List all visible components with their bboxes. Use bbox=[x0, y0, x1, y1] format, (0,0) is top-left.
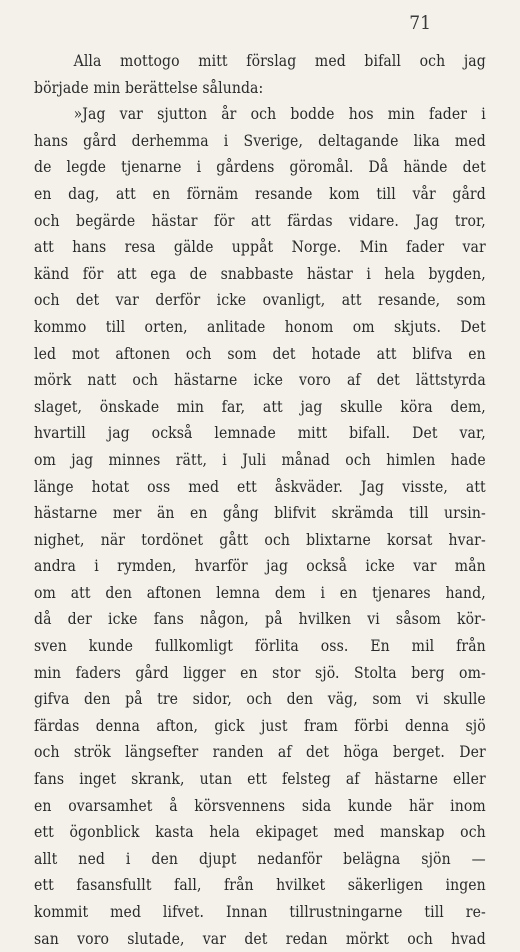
text-line: hvartill jag också lemnade mitt bifall. Det var, bbox=[34, 424, 486, 443]
text-line: mörk natt och hästarne icke voro af det lättstyrda bbox=[34, 371, 486, 390]
text-line: och begärde hästar för att färdas vidare. Jag tror, bbox=[34, 211, 486, 230]
text-line: om jag minnes rätt, i Juli månad och himlen hade bbox=[34, 450, 486, 469]
text-line: började min berättelse sålunda: bbox=[34, 78, 264, 97]
text-line: hästarne mer än en gång blifvit skrämda till ursin- bbox=[34, 504, 486, 523]
text-line: färdas denna afton, gick just fram förbi denna sjö bbox=[34, 716, 486, 735]
text-line: gifva den på tre sidor, och den väg, som vi skulle bbox=[34, 690, 486, 709]
text-line: san voro slutade, var det redan mörkt och hvad bbox=[34, 929, 486, 948]
body-text bbox=[34, 48, 486, 952]
text-line: ett ögonblick kasta hela ekipaget med manskap och bbox=[34, 823, 486, 842]
text-line: hans gård derhemma i Sverige, deltagande lika med bbox=[34, 131, 486, 150]
text-line: fans inget skrank, utan ett felsteg af hästarne eller bbox=[34, 770, 486, 789]
text-line: känd för att ega de snabbaste hästar i hela bygden, bbox=[34, 264, 486, 283]
text-line: då der icke fans någon, på hvilken vi såsom kör- bbox=[34, 610, 486, 629]
text-line: nighet, när tordönet gått och blixtarne korsat hvar- bbox=[34, 530, 486, 549]
page-number: 71 bbox=[409, 12, 431, 34]
text-line: de legde tjenarne i gårdens göromål. Då hände det bbox=[34, 158, 486, 177]
text-line: Alla mottogo mitt förslag med bifall och jag bbox=[73, 52, 486, 70]
text-line: att hans resa gälde uppåt Norge. Min fader var bbox=[34, 238, 486, 257]
text-line: slaget, önskade min far, att jag skulle köra dem, bbox=[34, 397, 486, 416]
text-line: och strök längsefter randen af det höga berget. Der bbox=[34, 743, 486, 762]
text-line: länge hotat oss med ett åskväder. Jag visste, att bbox=[34, 477, 486, 496]
text-line: om att den aftonen lemna dem i en tjenares hand, bbox=[34, 583, 486, 602]
text-line: och det var derför icke ovanligt, att resande, som bbox=[34, 291, 486, 310]
text-line: andra i rymden, hvarför jag också icke var mån bbox=[34, 557, 486, 576]
text-line: ett fasansfullt fall, från hvilket säkerligen ingen bbox=[34, 876, 486, 895]
text-line: led mot aftonen och som det hotade att blifva en bbox=[34, 344, 486, 363]
text-line: sven kunde fullkomligt förlita oss. En mil från bbox=[34, 637, 486, 656]
text-line: en dag, att en förnäm resande kom till vår gård bbox=[34, 184, 486, 203]
text-line: allt ned i den djupt nedanför belägna sjön — bbox=[34, 849, 486, 868]
text-line: »Jag var sjutton år och bodde hos min fader i bbox=[73, 105, 486, 124]
text-line: kommo till orten, anlitade honom om skjuts. Det bbox=[34, 317, 486, 336]
text-line: min faders gård ligger en stor sjö. Stolta berg om- bbox=[34, 663, 486, 682]
text-line: kommit med lifvet. Innan tillrustningarne till re- bbox=[34, 903, 486, 921]
text-line: en ovarsamhet å körsvennens sida kunde här inom bbox=[34, 796, 486, 815]
